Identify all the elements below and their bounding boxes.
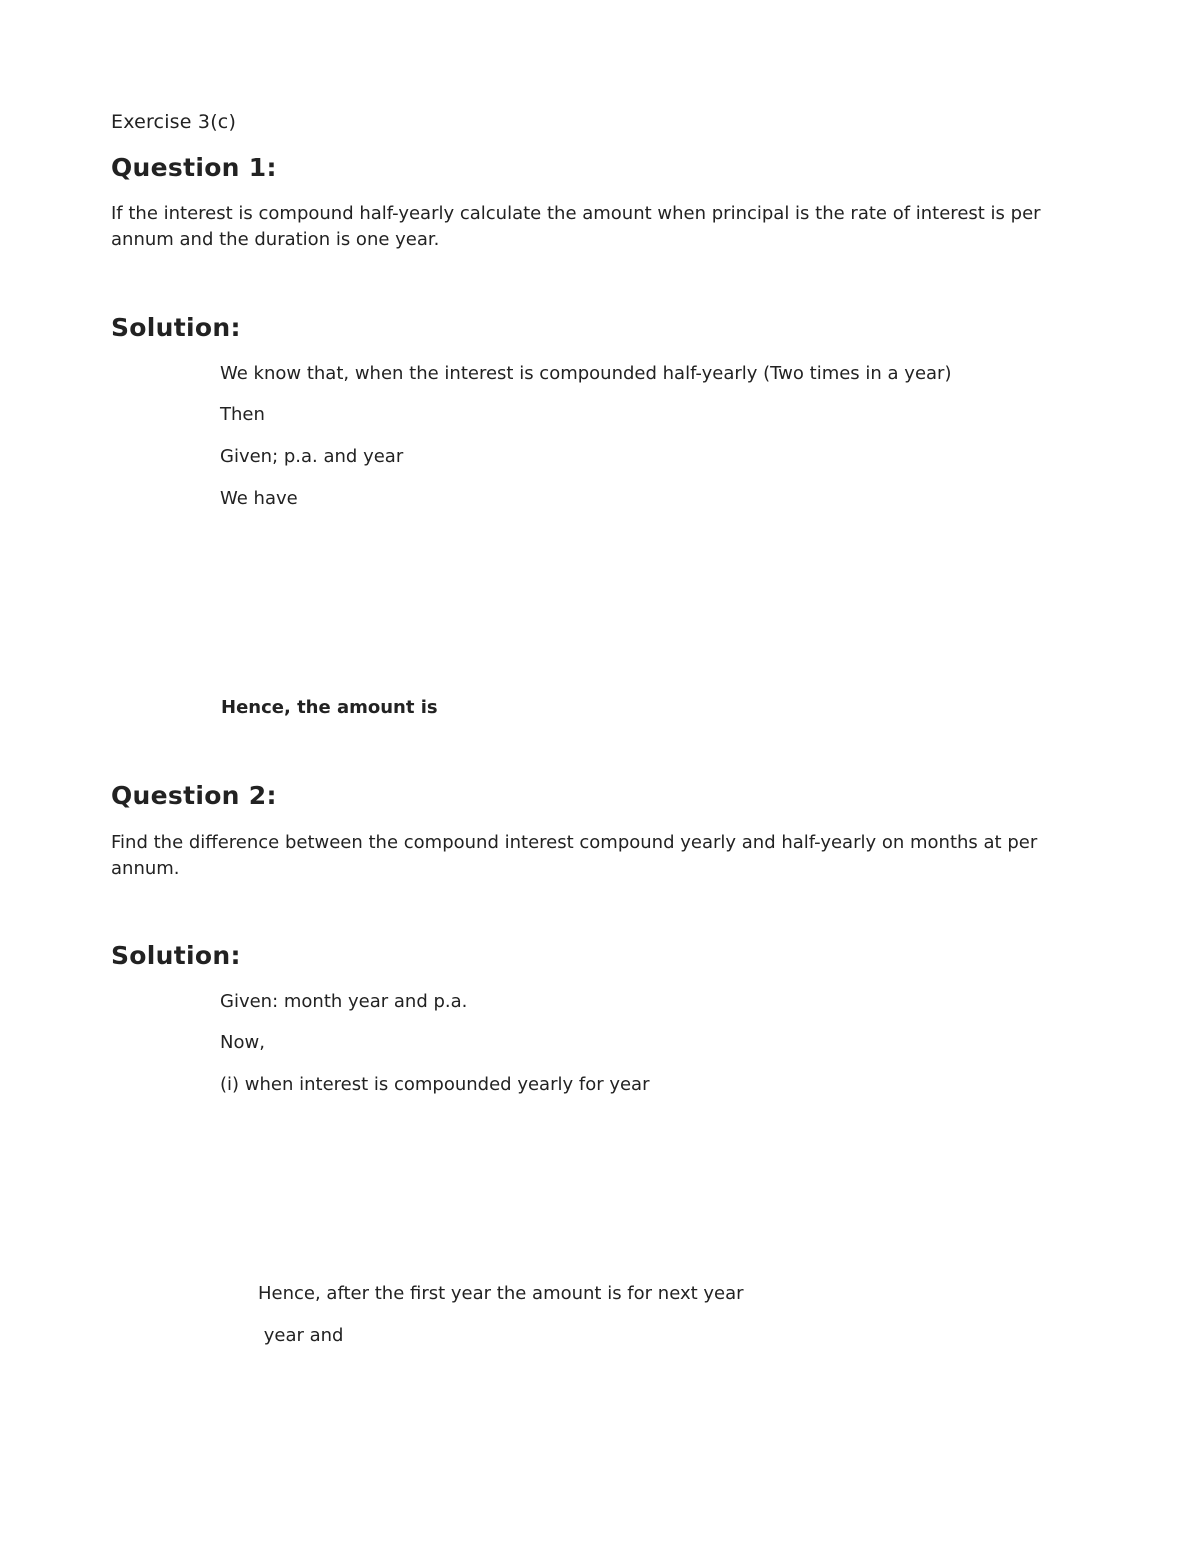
solution-1-step: We know that, when the interest is compounded half-yearly (Two times in a year)	[220, 363, 952, 384]
solution-2-year-and: year and	[258, 1325, 344, 1346]
solution-2-step: Given: month year and p.a.	[220, 991, 468, 1012]
solution-2-heading: Solution:	[111, 941, 241, 970]
exercise-title: Exercise 3(c)	[111, 111, 237, 133]
solution-1-step: Then	[220, 404, 265, 425]
solution-2-after-first-year: Hence, after the first year the amount is for next year	[258, 1283, 744, 1304]
solution-2-step: (i) when interest is compounded yearly for year	[220, 1074, 650, 1095]
solution-2-step: Now,	[220, 1032, 265, 1053]
solution-1-step: Given; p.a. and year	[220, 446, 404, 467]
question-2-heading: Question 2:	[111, 781, 277, 810]
question-1-heading: Question 1:	[111, 153, 277, 182]
solution-1-conclusion: Hence, the amount is	[221, 697, 438, 718]
solution-1-heading: Solution:	[111, 313, 241, 342]
question-1-text: If the interest is compound half-yearly calculate the amount when principal is the rate of interest is per annum and the duration is one year.	[111, 203, 1041, 250]
question-2-text: Find the difference between the compound interest compound yearly and half-yearly on months at per annum.	[111, 832, 1038, 879]
solution-1-step: We have	[220, 488, 298, 509]
